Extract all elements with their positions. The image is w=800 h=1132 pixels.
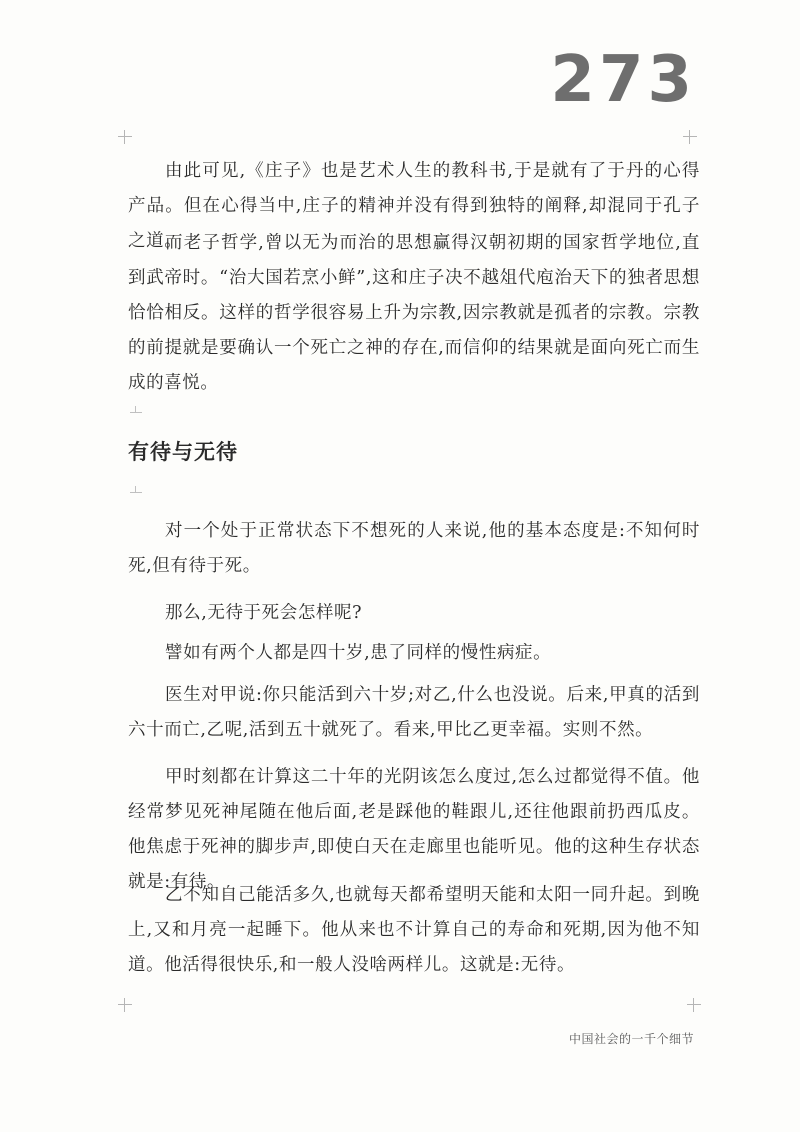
page-number: 273: [550, 43, 696, 117]
paragraph-8: 乙不知自己能活多久,也就每天都希望明天能和太阳一同升起。到晚上,又和月亮一起睡下。他从来也不计算自己的寿命和死期,因为他不知道。他活得很快乐,和一般人没啥两样儿。这就是:无待。: [128, 885, 700, 975]
paragraph-7: 甲时刻都在计算这二十年的光阴该怎么度过,怎么过都觉得不值。他经常梦见死神尾随在他后面,老是踩他的鞋跟儿,还往他跟前扔西瓜皮。他焦虑于死神的脚步声,即使白天在走廊里也能听见。他的这种生存状态就是:有待。: [128, 767, 700, 892]
crop-mark-bottom-left: [118, 998, 132, 1012]
paragraph-3: 对一个处于正常状态下不想死的人来说,他的基本态度是:不知何时死,但有待于死。: [128, 521, 700, 576]
paragraph-4: 那么,无待于死会怎样呢?: [165, 603, 363, 623]
section-tick-upper: [130, 406, 142, 413]
crop-mark-top-left: [118, 130, 132, 144]
paragraph-2: 而老子哲学,曾以无为而治的思想赢得汉朝初期的国家哲学地位,直到武帝时。“治大国若烹小鲜”,这和庄子决不越俎代庖治天下的独者思想恰恰相反。这样的哲学很容易上升为宗教,因宗教就是孤者的宗教。宗教的前提就是要确认一个死亡之神的存在,而信仰的结果就是面向死亡而生成的喜悦。: [128, 233, 700, 393]
crop-mark-top-right: [683, 130, 697, 144]
running-footer: 中国社会的一千个细节: [568, 1032, 694, 1046]
crop-mark-bottom-right: [687, 998, 701, 1012]
paragraph-6: 医生对甲说:你只能活到六十岁;对乙,什么也没说。后来,甲真的活到六十而亡,乙呢,活到五十就死了。看来,甲比乙更幸福。实则不然。: [128, 685, 700, 740]
section-tick-lower: [130, 486, 142, 493]
paragraph-1: 由此可见,《庄子》也是艺术人生的教科书,于是就有了于丹的心得产品。但在心得当中,庄子的精神并没有得到独特的阐释,却混同于孔子之道。: [128, 161, 700, 251]
section-heading: 有待与无待: [128, 440, 238, 464]
paragraph-5: 譬如有两个人都是四十岁,患了同样的慢性病症。: [165, 643, 552, 663]
